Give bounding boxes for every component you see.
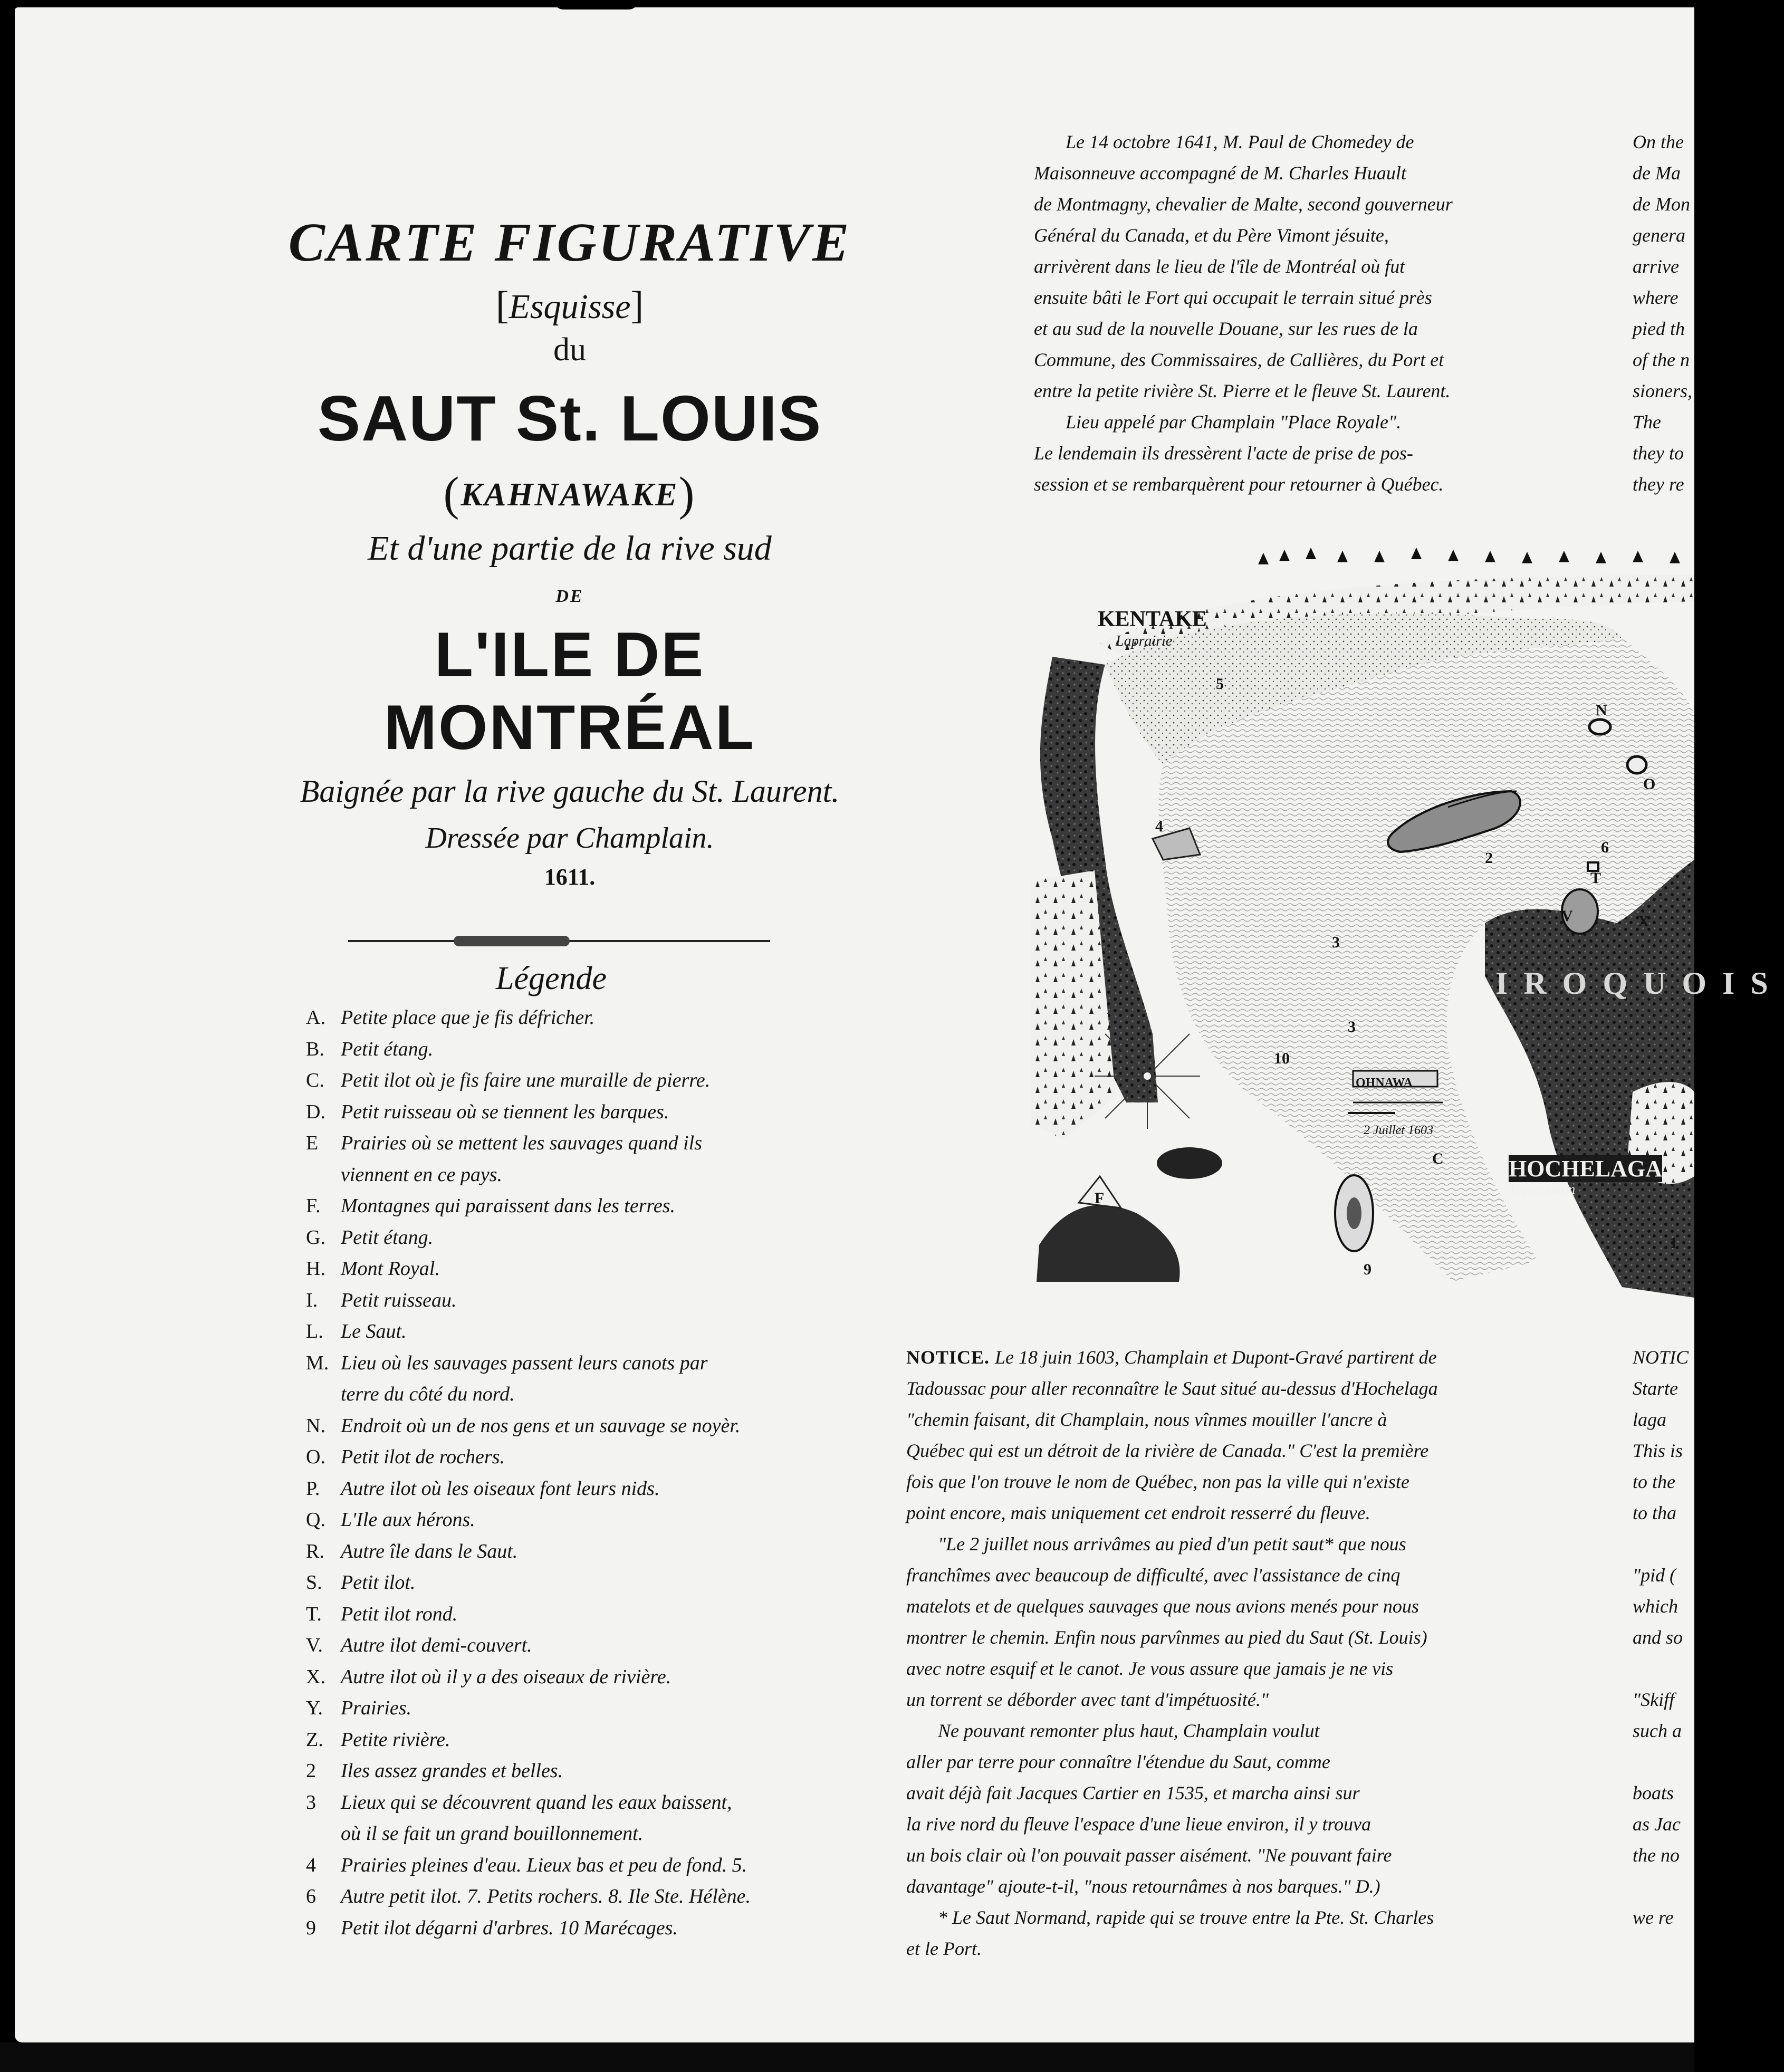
cropped-line: de Ma xyxy=(1633,162,1681,184)
map-label-ohnawa: OHNAWA xyxy=(1356,1076,1413,1090)
notice-paragraph xyxy=(906,1342,1555,1964)
map-reference-letter: C xyxy=(1432,1150,1444,1167)
notice-line xyxy=(906,1653,1555,1684)
legend-text: viennent en ce pays. xyxy=(341,1163,502,1186)
divider-ornament xyxy=(454,936,570,946)
cropped-line: such a xyxy=(1633,1720,1682,1741)
cropped-line: boats xyxy=(1633,1782,1674,1804)
cropped-line: they to xyxy=(1633,443,1684,464)
notice-line xyxy=(906,1591,1555,1622)
legend-list xyxy=(306,1002,865,1944)
notice-line xyxy=(906,1778,1555,1809)
map-label-juillet: 2 Juillet 1603 xyxy=(1364,1124,1433,1137)
title-de: DE xyxy=(555,587,584,606)
legend-key: Y. xyxy=(306,1697,323,1719)
legend-item xyxy=(306,1222,865,1254)
paragraph-line: session et se rembarquèrent pour retourner à Québec. xyxy=(1034,474,1444,495)
notice-text: Ne pouvant remonter plus haut, Champlain voulut xyxy=(938,1720,1320,1741)
map-reference-letter: 1 xyxy=(1670,1234,1677,1252)
notice-text: avec notre esquif et le canot. Je vous assure que jamais je ne vis xyxy=(906,1658,1394,1679)
legend-key: Z. xyxy=(306,1728,323,1751)
legend-key: Q. xyxy=(306,1509,325,1531)
legend-item xyxy=(306,1599,865,1630)
map-reference-letter: V xyxy=(1561,907,1573,925)
paragraph-line: entre la petite rivière St. Pierre et le fleuve St. Laurent. xyxy=(1034,380,1451,401)
legend-item xyxy=(306,1128,865,1159)
notice-text: Le 18 juin 1603, Champlain et Dupont-Gravé partirent de xyxy=(995,1347,1437,1368)
cropped-line: genera xyxy=(1633,225,1685,246)
legend-item xyxy=(306,1662,865,1693)
map-reference-letter: 3 xyxy=(1348,1018,1356,1035)
title-kahnawake: (KAHNAWAKE) xyxy=(443,468,696,520)
cropped-line: laga xyxy=(1633,1409,1667,1430)
legend-item xyxy=(306,1316,865,1348)
cropped-line: de Mon xyxy=(1633,194,1690,215)
paragraph-line: et au sud de la nouvelle Douane, sur les rues de la xyxy=(1034,318,1418,339)
legend-text: Lieu où les sauvages passent leurs canots par xyxy=(341,1351,708,1374)
legend-item xyxy=(306,1065,865,1097)
legend-text: Prairies où se mettent les sauvages quand ils xyxy=(341,1132,702,1154)
legend-key: I. xyxy=(306,1289,318,1311)
title-carte: CARTE FIGURATIVE xyxy=(288,212,851,273)
notice-line xyxy=(906,1715,1555,1747)
legend-text: Petit ruisseau. xyxy=(341,1289,457,1311)
paragraph-line: de Montmagny, chevalier de Malte, second gouverneur xyxy=(1034,194,1453,215)
notice-line xyxy=(906,1435,1555,1466)
title-ile-de-montreal: L'ILE DE MONTRÉAL xyxy=(384,619,755,763)
legend-text: Iles assez grandes et belles. xyxy=(341,1760,563,1782)
legend-key: S. xyxy=(306,1571,322,1594)
title-dresse: Dressée par Champlain. xyxy=(425,822,714,855)
map-label-kentake: KENTAKE xyxy=(1098,607,1207,631)
legend-text: Petit étang. xyxy=(341,1038,434,1060)
cropped-line: "pid ( xyxy=(1633,1565,1676,1586)
legend-key: N. xyxy=(306,1414,325,1437)
legend-text: Autre île dans le Saut. xyxy=(341,1540,518,1562)
legend-text: Petit ilot où je fis faire une muraille de pierre. xyxy=(341,1069,711,1091)
legend-text: Autre ilot où les oiseaux font leurs nids. xyxy=(341,1477,660,1500)
notice-line xyxy=(906,1809,1555,1840)
legend-text: Petite place que je fis défricher. xyxy=(341,1006,595,1029)
map-illustration xyxy=(1031,543,1784,1329)
cropped-line xyxy=(1633,1529,1694,1560)
legend-item xyxy=(306,1473,865,1505)
cropped-line xyxy=(1633,1871,1694,1902)
legend-item xyxy=(306,1787,865,1819)
legend-key: L. xyxy=(306,1320,323,1342)
legend-item xyxy=(306,1567,865,1599)
cropped-line: pied th xyxy=(1633,318,1685,339)
notice-text: davantage" ajoute-t-il, "nous retournâmes à nos barques." D.) xyxy=(906,1876,1380,1897)
cropped-line: and so xyxy=(1633,1627,1683,1648)
map-reference-letter: 6 xyxy=(1601,839,1609,856)
legend-key: G. xyxy=(306,1226,325,1249)
notice-text: * Le Saut Normand, rapide qui se trouve entre la Pte. St. Charles xyxy=(938,1907,1434,1928)
legend-item xyxy=(306,1724,865,1756)
map-reference-letter: F xyxy=(1095,1190,1105,1207)
notice-text: Québec qui est un détroit de la rivière de Canada." C'est la première xyxy=(906,1440,1429,1461)
map-label-iroquois: IROQUOIS xyxy=(1495,966,1784,1001)
map-label-laprairie: Laprairie xyxy=(1116,633,1173,649)
paragraph-line: Général du Canada, et du Père Vimont jésuite, xyxy=(1034,225,1389,246)
scan-bottom-edge xyxy=(0,2042,1694,2072)
legend-text: où il se fait un grand bouillonnement. xyxy=(341,1822,644,1845)
notice-line xyxy=(906,1342,1555,1373)
cropped-line: to tha xyxy=(1633,1502,1677,1523)
legend-item xyxy=(306,1442,865,1473)
legend-item xyxy=(306,1411,865,1442)
right-column-top xyxy=(1633,127,1694,500)
map-reference-letter: 9 xyxy=(1364,1261,1371,1278)
cropped-line: Starte xyxy=(1633,1378,1678,1399)
notice-line xyxy=(906,1840,1555,1871)
legend-text: Petit ilot dégarni d'arbres. 10 Marécages. xyxy=(341,1916,678,1939)
cropped-line: we re xyxy=(1633,1907,1674,1928)
notice-text: aller par terre pour connaître l'étendue du Saut, comme xyxy=(906,1751,1330,1772)
legend-text: Mont Royal. xyxy=(341,1258,440,1280)
legend-item xyxy=(306,1097,865,1128)
notice-label: NOTICE. xyxy=(906,1347,995,1368)
map-reference-letter: N xyxy=(1596,702,1607,719)
cropped-line: of the n xyxy=(1633,349,1690,370)
legend-text: Autre ilot demi-couvert. xyxy=(341,1634,532,1656)
notice-text: matelots et de quelques sauvages que nous avions menés pour nous xyxy=(906,1596,1419,1617)
map-reference-letter: 4 xyxy=(1155,818,1163,835)
legend-key: C. xyxy=(306,1069,324,1091)
map-label-tegentiakon: Tegentiakon xyxy=(1509,1182,1576,1197)
cropped-line: as Jac xyxy=(1633,1814,1681,1835)
legend-item xyxy=(306,1379,865,1411)
map-svg xyxy=(1031,543,1694,1329)
notice-line xyxy=(906,1747,1555,1778)
legend-text: Petit ruisseau où se tiennent les barques. xyxy=(341,1100,669,1123)
map-reference-letter: 2 xyxy=(1485,849,1493,867)
map-reference-letter: X xyxy=(1638,913,1649,930)
cropped-line: This is xyxy=(1633,1440,1683,1461)
legend-key: O. xyxy=(306,1446,325,1468)
legend-key: R. xyxy=(306,1540,324,1562)
legend-item xyxy=(306,1504,865,1536)
notice-text: avait déjà fait Jacques Cartier en 1535, et marcha ainsi sur xyxy=(906,1782,1360,1804)
legend-key: P. xyxy=(306,1477,320,1500)
notice-line xyxy=(906,1373,1555,1404)
legend-item xyxy=(306,1630,865,1662)
cropped-line: sioners, xyxy=(1633,380,1693,401)
paragraph-line: Le lendemain ils dressèrent l'acte de prise de pos- xyxy=(1034,443,1413,464)
legend-key: 9 xyxy=(306,1916,316,1939)
paragraph-line: Commune, des Commissaires, de Callières, du Port et xyxy=(1034,349,1444,370)
notice-text: franchîmes avec beaucoup de difficulté, avec l'assistance de cinq xyxy=(906,1565,1401,1586)
notice-line xyxy=(906,1902,1555,1933)
cropped-line xyxy=(1633,1653,1694,1684)
cropped-line: which xyxy=(1633,1596,1678,1617)
cropped-line: arrive xyxy=(1633,256,1679,277)
notice-text: "Le 2 juillet nous arrivâmes au pied d'un petit saut* que nous xyxy=(938,1533,1406,1555)
legend-item xyxy=(306,1881,865,1913)
cropped-line: they re xyxy=(1633,474,1684,495)
legend-key: 4 xyxy=(306,1854,316,1876)
map-reference-letter: 10 xyxy=(1274,1050,1290,1067)
notice-text: et le Port. xyxy=(906,1938,982,1959)
legend-text: Prairies. xyxy=(341,1697,412,1719)
legend-key: T. xyxy=(306,1603,322,1625)
notice-text: "chemin faisant, dit Champlain, nous vînmes mouiller l'ancre à xyxy=(906,1409,1387,1430)
legend-item xyxy=(306,1913,865,1944)
scan-notch xyxy=(554,0,638,9)
notice-line xyxy=(906,1560,1555,1591)
title-rive-sud: Et d'une partie de la rive sud xyxy=(368,529,772,568)
notice-text: un bois clair où l'on pouvait passer aisément. "Ne pouvant faire xyxy=(906,1845,1392,1866)
cropped-line xyxy=(1633,1747,1694,1778)
paragraph-line: Lieu appelé par Champlain "Place Royale". xyxy=(1066,411,1402,433)
legend-text: Petit ilot. xyxy=(341,1571,416,1594)
notice-line xyxy=(906,1933,1555,1964)
legend-item xyxy=(306,1191,865,1222)
legend-item xyxy=(306,1536,865,1568)
notice-line xyxy=(906,1529,1555,1560)
notice-text: un torrent se déborder avec tant d'impétuosité." xyxy=(906,1689,1269,1710)
map-reference-letter: 3 xyxy=(1332,934,1340,951)
top-paragraph xyxy=(1034,127,1561,500)
legend-text: Le Saut. xyxy=(341,1320,407,1342)
notice-text: montrer le chemin. Enfin nous parvînmes au pied du Saut (St. Louis) xyxy=(906,1627,1427,1648)
notice-line xyxy=(906,1622,1555,1653)
legend-item xyxy=(306,1818,865,1850)
legend-text: Lieux qui se découvrent quand les eaux baissent, xyxy=(341,1791,732,1814)
cropped-line: On the xyxy=(1633,131,1684,152)
notice-line xyxy=(906,1404,1555,1435)
title-saut-st-louis: SAUT St. LOUIS xyxy=(317,382,822,454)
legend-text: Prairies pleines d'eau. Lieux bas et peu de fond. 5. xyxy=(341,1854,747,1876)
legend-key: A. xyxy=(306,1006,325,1029)
right-column-bottom xyxy=(1633,1342,1694,1933)
legend-key: F. xyxy=(306,1195,321,1217)
legend-text: Autre petit ilot. 7. Petits rochers. 8. Ile Ste. Hélène. xyxy=(341,1885,751,1907)
notice-line xyxy=(906,1871,1555,1902)
legend-key: M. xyxy=(306,1351,329,1374)
legend-item xyxy=(306,1034,865,1066)
legend-item xyxy=(306,1159,865,1191)
title-esquisse: [Esquisse] xyxy=(495,284,644,327)
legend-item xyxy=(306,1002,865,1034)
map-reference-letter: 5 xyxy=(1216,675,1224,693)
cropped-line: where xyxy=(1633,287,1679,308)
notice-text: fois que l'on trouve le nom de Québec, non pas la ville qui n'existe xyxy=(906,1471,1409,1492)
legend-key: X. xyxy=(306,1665,325,1688)
legend-text: Petit ilot de rochers. xyxy=(341,1446,505,1468)
map-reference-letter: T xyxy=(1590,869,1601,887)
legend-key: E xyxy=(306,1132,319,1154)
notice-text: la rive nord du fleuve l'espace d'une lieue environ, il y trouva xyxy=(906,1814,1371,1835)
legend-text: Petit ilot rond. xyxy=(341,1603,458,1625)
legend-item xyxy=(306,1285,865,1317)
legend-text: Petite rivière. xyxy=(341,1728,450,1751)
legend-text: Petit étang. xyxy=(341,1226,434,1249)
notice-line xyxy=(906,1684,1555,1715)
legend-item xyxy=(306,1756,865,1787)
compass-rose xyxy=(1095,1023,1200,1129)
legend-key: B. xyxy=(306,1038,324,1060)
cropped-line: NOTIC xyxy=(1633,1347,1689,1368)
legend-key: H. xyxy=(306,1258,325,1280)
legend-item xyxy=(306,1693,865,1724)
legend-key: D. xyxy=(306,1100,325,1123)
legend-item xyxy=(306,1348,865,1379)
paragraph-line: Maisonneuve accompagné de M. Charles Huault xyxy=(1034,162,1406,184)
legend-text: Autre ilot où il y a des oiseaux de rivière. xyxy=(341,1665,672,1688)
cropped-line: to the xyxy=(1633,1471,1675,1492)
paragraph-line: Le 14 octobre 1641, M. Paul de Chomedey de xyxy=(1066,131,1414,152)
legend-text: Endroit où un de nos gens et un sauvage se noyèr. xyxy=(341,1414,741,1437)
legend-title: Légende xyxy=(496,961,607,996)
legend-key: 6 xyxy=(306,1885,316,1907)
title-du: du xyxy=(553,332,586,368)
title-block xyxy=(253,211,886,890)
map-reference-letter: O xyxy=(1643,775,1656,793)
legend-key: 2 xyxy=(306,1760,316,1782)
legend-text: Montagnes qui paraissent dans les terres. xyxy=(341,1195,676,1217)
treeline xyxy=(1258,548,1680,564)
title-year: 1611. xyxy=(544,864,596,890)
cropped-line: the no xyxy=(1633,1845,1680,1866)
notice-text: point encore, mais uniquement cet endroit resserré du fleuve. xyxy=(906,1502,1370,1523)
paragraph-line: arrivèrent dans le lieu de l'île de Montréal où fut xyxy=(1034,256,1405,277)
legend-text: terre du côté du nord. xyxy=(341,1383,515,1405)
legend-item xyxy=(306,1850,865,1882)
cropped-line: The xyxy=(1633,411,1661,433)
legend-item xyxy=(306,1253,865,1285)
notice-line xyxy=(906,1498,1555,1529)
cropped-line: "Skiff xyxy=(1633,1689,1675,1710)
legend-key: 3 xyxy=(306,1791,316,1814)
legend-text: L'Ile aux hérons. xyxy=(341,1509,475,1531)
legend-key: V. xyxy=(306,1634,323,1656)
title-baignee: Baignée par la rive gauche du St. Laurent. xyxy=(300,774,840,809)
notice-text: Tadoussac pour aller reconnaître le Saut situé au-dessus d'Hochelaga xyxy=(906,1378,1438,1399)
paragraph-line: ensuite bâti le Fort qui occupait le terrain situé près xyxy=(1034,287,1432,308)
notice-line xyxy=(906,1466,1555,1498)
map-label-hochelaga: HOCHELAGA xyxy=(1509,1156,1662,1182)
